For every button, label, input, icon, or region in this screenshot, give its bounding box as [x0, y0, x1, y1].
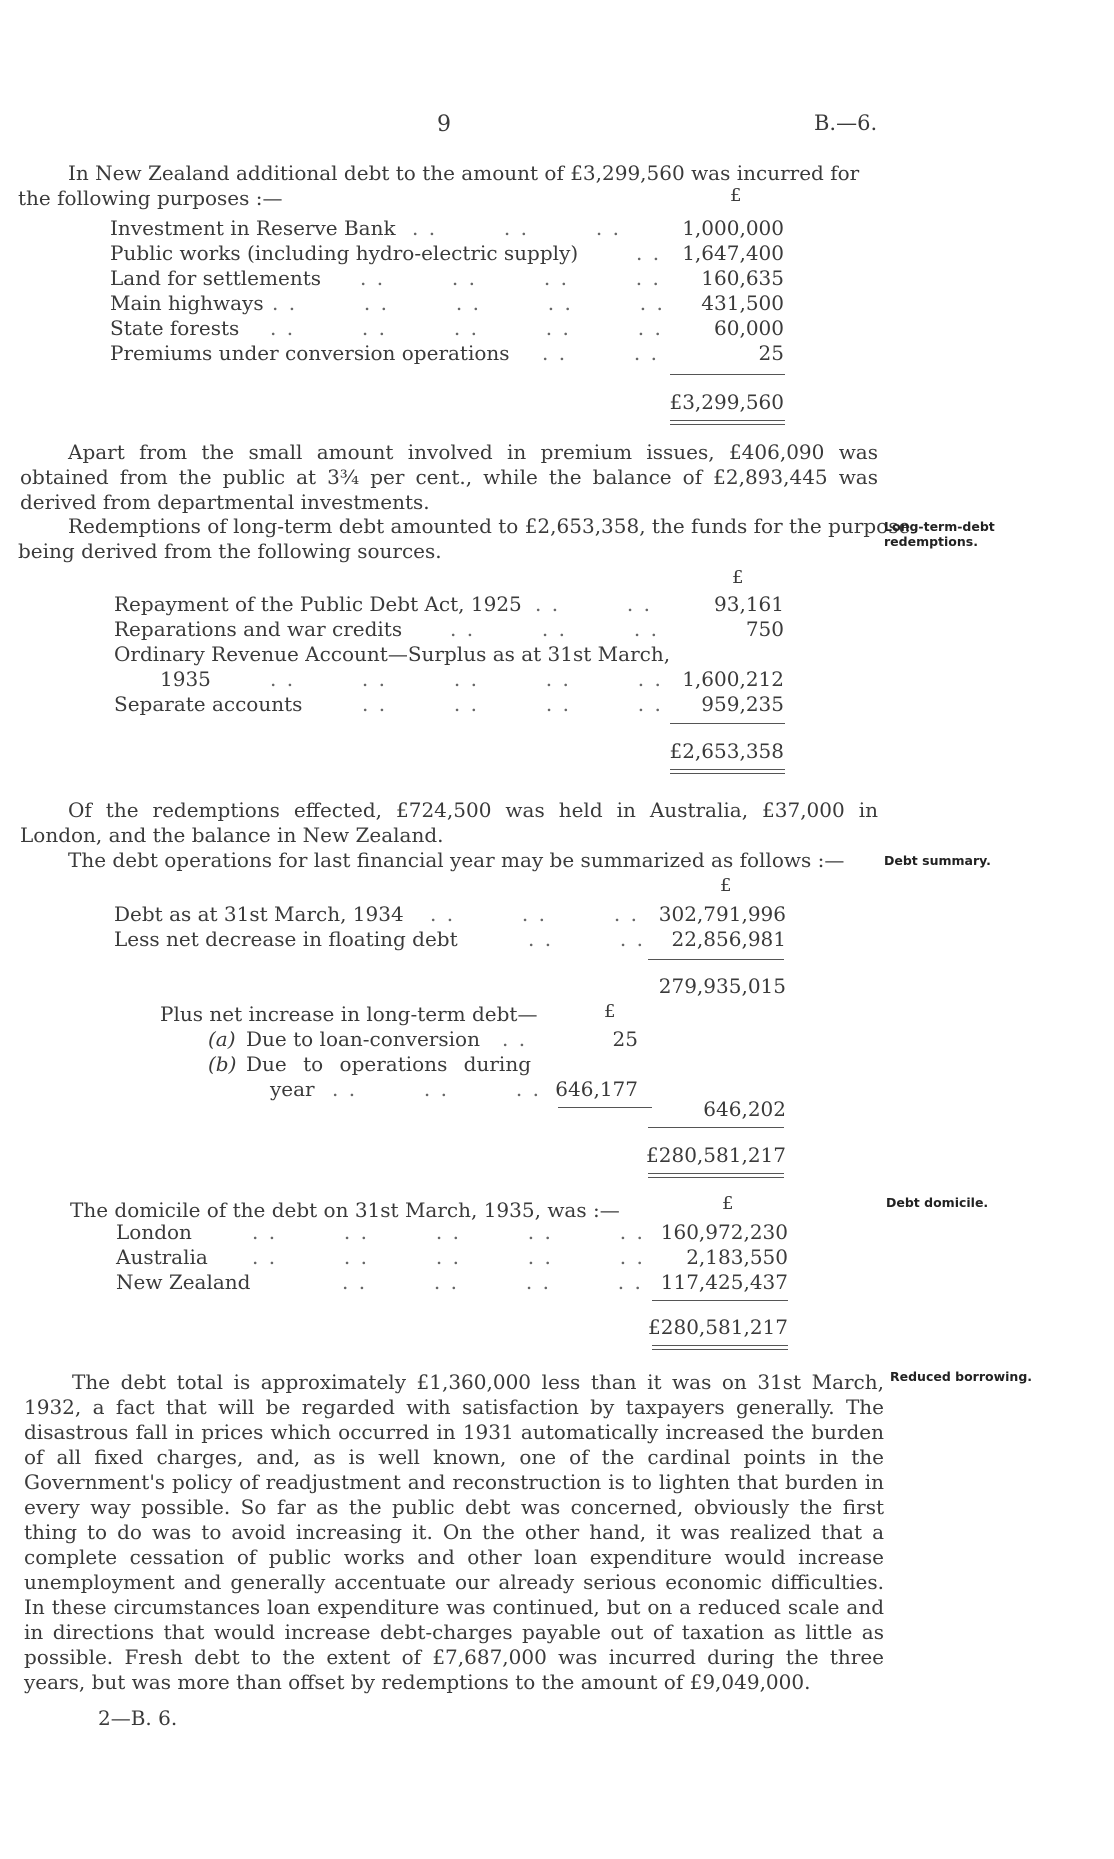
section4-total: £280,581,217	[648, 1315, 788, 1339]
section4-intro: The domicile of the debt on 31st March, 1935, was :—	[70, 1198, 620, 1222]
section1-item-amount: 60,000	[714, 316, 784, 340]
section1-item-label: Land for settlements	[110, 266, 321, 290]
section1-currency-symbol: £	[730, 185, 742, 206]
leader-dots: . .	[636, 241, 662, 265]
plus-items-rule	[558, 1107, 652, 1108]
apart-paragraph: Apart from the small amount involved in premium issues, £406,090 was obtained from the public at 3¾ per cent., while the balance of £2,893,445 was derived from departmental investments.	[20, 440, 878, 514]
item-b-label-continued: year	[270, 1077, 315, 1101]
leader-dots: . . . .	[535, 592, 653, 616]
item-a-marker: (a)	[208, 1027, 236, 1051]
side-note-debt-domicile: Debt domicile.	[886, 1195, 989, 1210]
side-note-debt-summary: Debt summary.	[884, 853, 991, 868]
section1-intro-line1: In New Zealand additional debt to the amount of £3,299,560 was incurred for	[68, 161, 860, 185]
section4-currency-symbol: £	[722, 1193, 734, 1214]
section3-currency-symbol: £	[720, 875, 732, 896]
leader-dots: . . . . . . . .	[360, 266, 661, 290]
redemptions-paragraph: Of the redemptions effected, £724,500 was held in Australia, £37,000 in London, and the balance in New Zealand.	[20, 798, 878, 847]
section2-item-amount: 1,600,212	[682, 667, 784, 691]
leader-dots: . . . . . . . . . .	[252, 1245, 645, 1269]
section1-item-amount: 1,647,400	[682, 241, 784, 265]
leader-dots: . . . .	[542, 341, 660, 365]
section1-intro-line2: the following purposes :—	[18, 186, 283, 210]
leader-dots: . . . . . .	[412, 216, 621, 240]
less-floating-label: Less net decrease in floating debt	[114, 927, 458, 951]
leader-dots: . . . . . . . .	[342, 1270, 643, 1294]
item-a-label: Due to loan-conversion	[246, 1027, 480, 1051]
document-reference: B.—6.	[814, 111, 878, 135]
section2-item-amount: 959,235	[701, 692, 784, 716]
section2-item-label: Ordinary Revenue Account—Surplus as at 31st March,	[114, 642, 671, 666]
section2-intro-line1: Redemptions of long-term debt amounted to £2,653,358, the funds for the purpose	[68, 514, 911, 538]
section3-total-double-rule	[648, 1173, 784, 1178]
section1-item-label: Public works (including hydro-electric supply)	[110, 241, 579, 265]
page-number: 9	[437, 112, 451, 137]
debt-at-amount: 302,791,996	[658, 902, 786, 926]
section2-total-rule	[670, 723, 785, 724]
section4-total-rule	[652, 1300, 788, 1301]
section3-subtotal-rule	[648, 959, 784, 960]
section1-item-amount: 25	[758, 341, 784, 365]
plus-total: 646,202	[703, 1097, 786, 1121]
domicile-label: London	[116, 1220, 192, 1244]
section2-total: £2,653,358	[669, 739, 784, 763]
domicile-label: New Zealand	[116, 1270, 251, 1294]
item-b-amount: 646,177	[555, 1077, 638, 1101]
section2-item-label: Separate accounts	[114, 692, 303, 716]
leader-dots: . . . . . . . .	[362, 692, 663, 716]
section1-item-label: Premiums under conversion operations	[110, 341, 510, 365]
less-floating-amount: 22,856,981	[671, 927, 786, 951]
leader-dots: . .	[502, 1027, 528, 1051]
section1-item-amount: 160,635	[701, 266, 784, 290]
item-b-marker: (b)	[208, 1052, 237, 1076]
section2-currency-symbol: £	[732, 567, 744, 588]
footer-signature: 2—B. 6.	[98, 1706, 178, 1730]
domicile-amount: 160,972,230	[660, 1220, 788, 1244]
section3-intro: The debt operations for last financial year may be summarized as follows :—	[68, 848, 845, 872]
domicile-label: Australia	[116, 1245, 208, 1269]
leader-dots: . . . . . . . . . .	[270, 316, 663, 340]
plus-label: Plus net increase in long-term debt—	[160, 1002, 538, 1026]
debt-at-label: Debt as at 31st March, 1934	[114, 902, 404, 926]
section2-item-label: Repayment of the Public Debt Act, 1925	[114, 592, 522, 616]
section3-total-rule	[648, 1127, 784, 1128]
plus-currency-symbol: £	[604, 1001, 616, 1022]
item-a-amount: 25	[612, 1027, 638, 1051]
section2-total-double-rule	[670, 769, 785, 774]
section1-total: £3,299,560	[669, 390, 784, 414]
section2-item-label-continued: 1935	[160, 667, 211, 691]
section1-item-label: Investment in Reserve Bank	[110, 216, 396, 240]
section1-total-rule	[670, 374, 785, 375]
section2-intro-line2: being derived from the following sources.	[18, 539, 442, 563]
section2-item-amount: 750	[745, 617, 784, 641]
section1-item-amount: 1,000,000	[682, 216, 784, 240]
domicile-amount: 2,183,550	[686, 1245, 788, 1269]
section1-item-label: Main highways	[110, 291, 264, 315]
section1-item-label: State forests	[110, 316, 240, 340]
leader-dots: . . . . . .	[430, 902, 639, 926]
item-b-label: Due to operations during	[246, 1052, 532, 1076]
leader-dots: . . . .	[528, 927, 646, 951]
leader-dots: . . . . . .	[450, 617, 659, 641]
section3-total: £280,581,217	[646, 1143, 786, 1167]
section3-subtotal: 279,935,015	[658, 974, 786, 998]
section1-item-amount: 431,500	[701, 291, 784, 315]
side-note-long-term-debt-redemptions: Long-term-debt redemptions.	[884, 519, 995, 549]
side-note-reduced-borrowing: Reduced borrowing.	[890, 1369, 1033, 1384]
reduced-borrowing-paragraph: The debt total is approximately £1,360,000 less than it was on 31st March, 1932, a fact that will be regarded with satisfaction by taxpayers generally. The disastrous fall in prices which occurred in 1931 automatically increased the burden of all fixed charges, and, as is well known, one of the cardinal points in the Government's policy of readjustment and reconstruction is to lighten that burden in every way possible. So far as the public debt was concerned, obviously the first thing to do was to avoid increasing it. On the other hand, it was realized that a complete cessation of public works and other loan expenditure would increase unemployment and generally accentuate our already serious economic difficulties. In these circumstances loan expenditure was continued, but on a reduced scale and in directions that would increase debt-charges payable out of taxation as little as possible. Fresh debt to the extent of £7,687,000 was incurred during the three years, but was more than offset by redemptions to the amount of £9,049,000.	[24, 1370, 884, 1694]
section2-item-label: Reparations and war credits	[114, 617, 403, 641]
leader-dots: . . . . . . . . . .	[272, 291, 665, 315]
leader-dots: . . . . . .	[332, 1077, 541, 1101]
section4-total-double-rule	[652, 1345, 788, 1350]
leader-dots: . . . . . . . . . .	[252, 1220, 645, 1244]
section1-total-double-rule	[670, 420, 785, 425]
domicile-amount: 117,425,437	[660, 1270, 788, 1294]
leader-dots: . . . . . . . . . .	[270, 667, 663, 691]
section2-item-amount: 93,161	[714, 592, 784, 616]
